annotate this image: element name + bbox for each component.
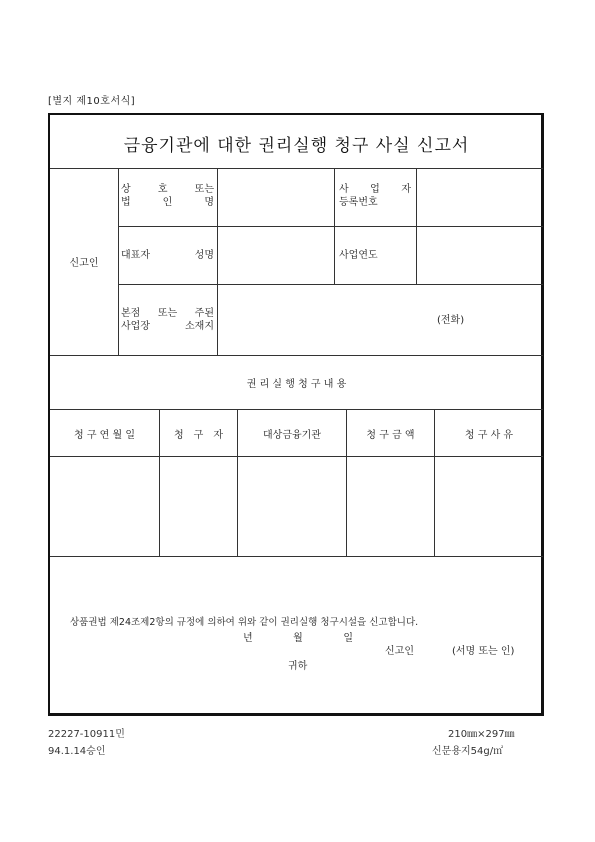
divider-mid-value [334, 168, 335, 284]
rep-name-label: 대표자 성명 [121, 250, 214, 261]
name-label [121, 183, 214, 209]
claim-cell-claimant[interactable] [160, 457, 237, 556]
name-field[interactable] [218, 169, 334, 226]
paper-size: 210㎜×297㎜ [448, 729, 515, 740]
biz-year-field[interactable] [417, 227, 543, 284]
address-label-line2: 사업장 소재지 [121, 321, 214, 332]
rule-below-claim-rows [50, 556, 543, 557]
claim-header-reason: 청 구 사 유 [464, 429, 514, 441]
name-label-line1: 상 호 또는 [121, 184, 214, 195]
declaration-reporter-label: 신고인 [385, 646, 414, 657]
declaration-date [243, 632, 353, 645]
address-label-line1: 본점 또는 주된 [121, 308, 214, 319]
form-number-label: [별지 제10호서식] [48, 96, 136, 107]
rep-name-field[interactable] [218, 227, 334, 284]
biz-year-label: 사업연도 [339, 250, 378, 261]
bizno-label [339, 183, 411, 209]
address-label [121, 307, 214, 333]
paper-type: 신문용지54g/㎡ [432, 746, 504, 757]
claim-cell-date[interactable] [50, 457, 159, 556]
reporter-label: 신고인 [69, 258, 99, 269]
approval-date: 94.1.14승인 [48, 746, 106, 757]
claim-header-claimant: 청 구 자 [174, 429, 223, 441]
claim-cell-reason[interactable] [435, 457, 543, 556]
form-code: 22227-10911민 [48, 729, 125, 740]
address-field[interactable] [218, 285, 543, 355]
name-label-line2: 법 인 명 [121, 197, 214, 208]
claim-header-institution: 대상금융기관 [263, 429, 321, 441]
signature-label: (서명 또는 인) [452, 646, 515, 657]
date-month-label: 월 [293, 633, 303, 644]
divider-reporter-label [118, 168, 119, 355]
declaration-text: 상품권법 제24조제2항의 규정에 의하여 위와 같이 권리실행 청구시설을 신고합니다. [70, 617, 419, 628]
claim-cell-amount[interactable] [347, 457, 434, 556]
bizno-label-line2: 등록번호 [339, 197, 378, 208]
claim-header-date: 청 구 연 월 일 [73, 429, 135, 441]
recipient-label: 귀하 [288, 661, 308, 672]
form-title: 금융기관에 대한 권리실행 청구 사실 신고서 [123, 135, 470, 156]
date-year-label: 년 [243, 633, 253, 644]
claim-header-amount: 청 구 금 액 [366, 429, 415, 441]
phone-label: (전화) [437, 315, 465, 326]
claim-cell-institution[interactable] [238, 457, 346, 556]
date-day-label: 일 [343, 633, 353, 644]
bizno-label-line1: 사 업 자 [339, 184, 411, 195]
bizno-field[interactable] [417, 169, 543, 226]
claim-section-title: 권 리 실 행 청 구 내 용 [246, 379, 347, 390]
